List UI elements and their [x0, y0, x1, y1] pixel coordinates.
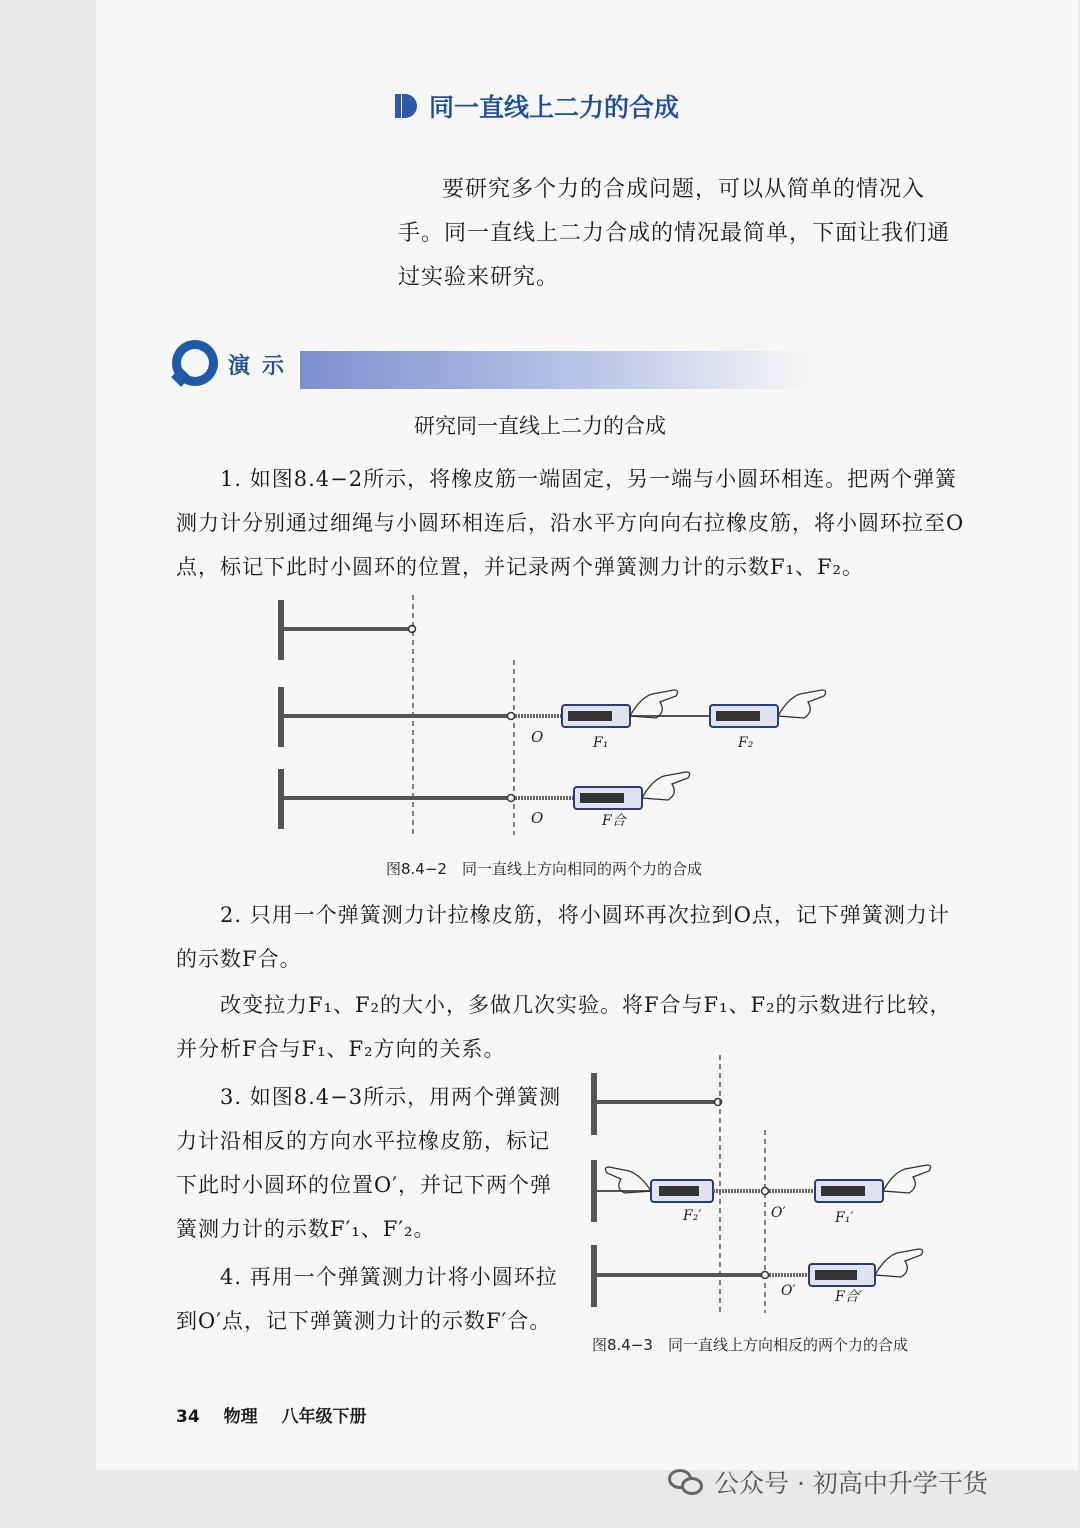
step-2b-paragraph: 改变拉力F₁、F₂的大小，多做几次实验。将F合与F₁、F₂的示数进行比较，并分析F合与F₁、F₂方向的关系。: [176, 993, 952, 1061]
label-fhe: F合: [602, 813, 626, 829]
small-ring-c: [762, 1272, 769, 1279]
small-ring-3: [508, 795, 515, 802]
label-o: O: [531, 728, 544, 746]
demo-label: 演示: [228, 354, 297, 379]
intro-paragraph: 要研究多个力的合成问题，可以从简单的情况入手。同一直线上二力合成的情况最简单，下面让我们通过实验来研究。: [398, 177, 951, 290]
wall-mount-2: [278, 687, 284, 747]
section-heading: [395, 86, 679, 126]
label-o-2: O: [531, 809, 544, 827]
wall-mount-3: [278, 769, 284, 829]
watermark: [668, 1464, 988, 1500]
demo-circle-icon: [172, 340, 218, 386]
scale-window-c: [815, 1270, 857, 1280]
hand-2-icon: [778, 690, 826, 718]
page-footer: [176, 1402, 385, 1427]
scale-window-1: [568, 711, 612, 721]
hand-1-icon: [630, 690, 678, 718]
step-2-paragraph: 2. 只用一个弹簧测力计拉橡皮筋，将小圆环再次拉到O点，记下弹簧测力计的示数F合。: [176, 903, 950, 971]
hand-3-icon: [642, 772, 690, 800]
demo-banner: [172, 340, 812, 392]
figure-8-4-2-caption: 图8.4−2 同一直线上方向相同的两个力的合成: [386, 860, 702, 878]
scale-window-b: [821, 1186, 865, 1196]
wall-mount-b: [591, 1160, 597, 1222]
subject-name: 物理: [223, 1407, 258, 1427]
hand-right-icon: [883, 1165, 931, 1193]
wall-mount-c: [591, 1245, 597, 1307]
step-3-paragraph: 3. 如图8.4−3所示，用两个弹簧测力计沿相反的方向水平拉橡皮筋，标记下此时小圆环的位置O′，并记下两个弹簧测力计的示数F′₁、F′₂。: [176, 1085, 562, 1241]
section-title: 同一直线上二力的合成: [429, 93, 680, 122]
figure-8-4-3-drawing: [585, 1055, 955, 1315]
section-marker-icon: [395, 94, 417, 118]
label-o-prime-2: O′: [781, 1283, 796, 1299]
label-fhe-prime: F合′: [835, 1289, 862, 1305]
watermark-text: 公众号 · 初高中升学干货: [714, 1469, 988, 1498]
label-o-prime: O′: [771, 1205, 786, 1221]
wall-mount-a: [591, 1073, 597, 1135]
scale-window-2: [716, 711, 760, 721]
figure-8-4-2: [270, 595, 840, 840]
step-1-paragraph: 1. 如图8.4−2所示，将橡皮筋一端固定，另一端与小圆环相连。把两个弹簧测力计分别通过细绳与小圆环相连后，沿水平方向向右拉橡皮筋，将小圆环拉至O点，标记下此时小圆环的位置，并记录两个弹簧测力计的示数F₁、F₂。: [176, 467, 965, 579]
figure-8-4-3: [585, 1055, 955, 1315]
demo-band: [300, 351, 812, 389]
wechat-icon: [668, 1467, 704, 1497]
label-f1: F₁: [593, 735, 609, 751]
small-ring-b: [762, 1188, 769, 1195]
label-f2-prime: F₂′: [683, 1208, 702, 1224]
page-number: 34: [176, 1407, 200, 1427]
wall-mount-1: [278, 600, 284, 660]
small-ring-2: [508, 713, 515, 720]
grade-name: 八年级下册: [281, 1407, 367, 1427]
scale-window-3: [580, 793, 624, 803]
figure-8-4-3-caption: 图8.4−3 同一直线上方向相反的两个力的合成: [592, 1336, 908, 1354]
label-f2: F₂: [738, 735, 754, 751]
scale-window-a: [659, 1186, 699, 1196]
hand-c-icon: [875, 1249, 923, 1277]
small-ring-1: [409, 626, 416, 633]
hand-left-icon: [605, 1167, 651, 1193]
label-f1-prime: F₁′: [835, 1210, 854, 1226]
step-4-paragraph: 4. 再用一个弹簧测力计将小圆环拉到O′点，记下弹簧测力计的示数F′合。: [176, 1265, 558, 1333]
experiment-title: 研究同一直线上二力的合成: [414, 414, 666, 438]
figure-8-4-2-drawing: [270, 595, 840, 840]
